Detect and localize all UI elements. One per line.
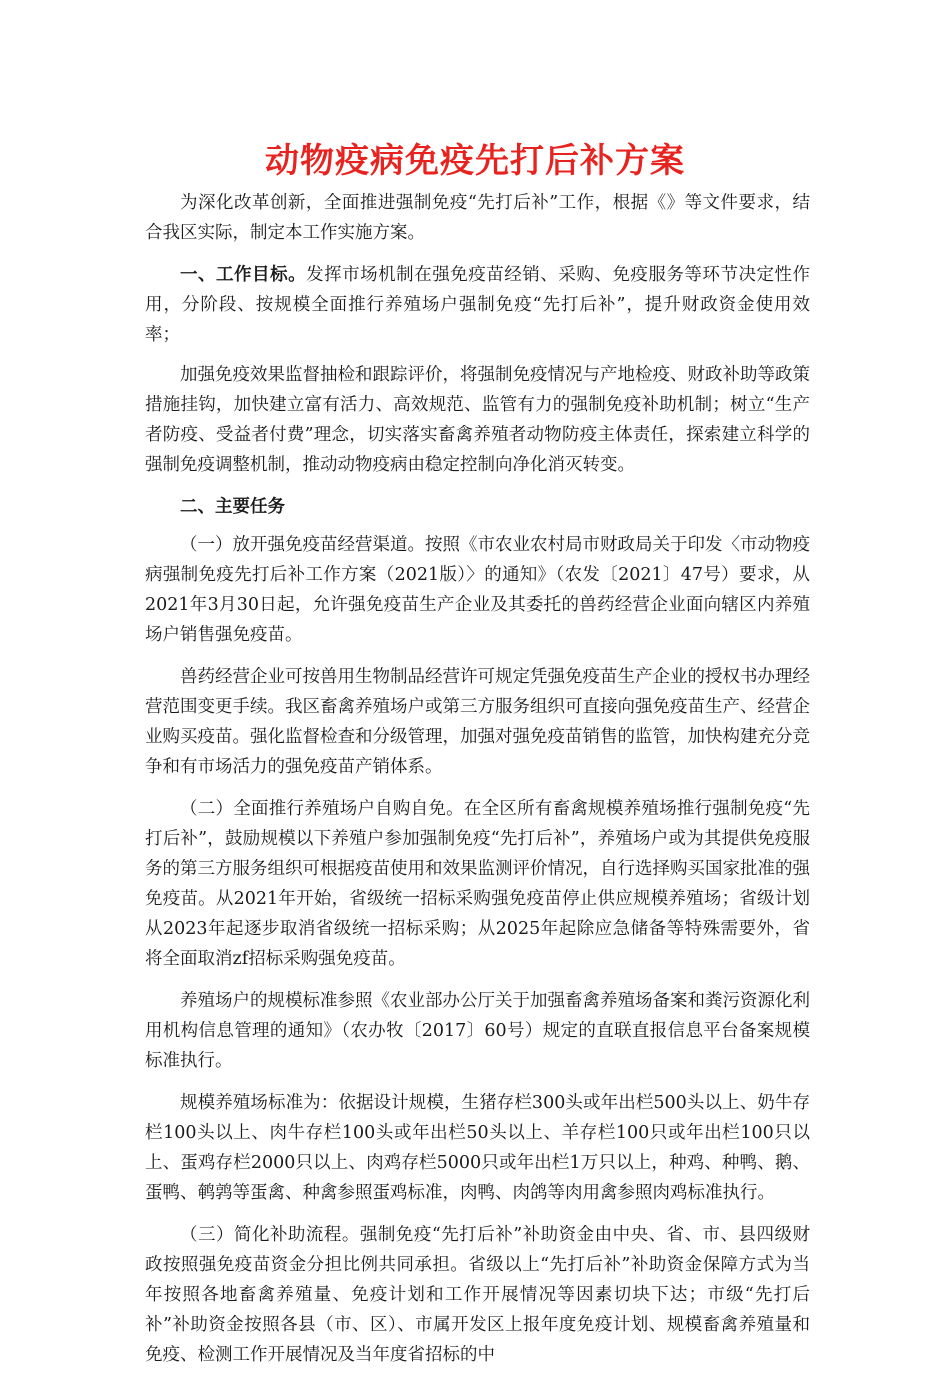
section1-heading: 一、工作目标。 — [180, 265, 307, 285]
task-paragraph-1: （一）放开强免疫苗经营渠道。按照《市农业农村局市财政局关于印发〈市动物疫病强制免疫先打后补工作方案（2021版）〉的通知》（农发〔2021〕47号）要求，从2021年3月30日起，允许强免疫苗生产企业及其委托的兽药经营企业面向辖区内养殖场户销售强免疫苗。 — [145, 535, 810, 645]
task-paragraph-6: （三）简化补助流程。强制免疫“先打后补”补助资金由中央、省、市、县四级财政按照强免疫苗资金分担比例共同承担。省级以上“先打后补”补助资金保障方式为当年按照各地畜禽养殖量、免疫计划和工作开展情况等因素切块下达；市级“先打后补”补助资金按照各县（市、区）、市属开发区上报年度免疫计划、规模畜禽养殖量和免疫、检测工作开展情况及当年度省招标的中 — [145, 1225, 810, 1365]
task-paragraph-2: 兽药经营企业可按兽用生物制品经营许可规定凭强免疫苗生产企业的授权书办理经营范围变更手续。我区畜禽养殖场户或第三方服务组织可直接向强免疫苗生产、经营企业购买疫苗。强化监督检查和分级管理，加强对强免疫苗销售的监管，加快构建充分竞争和有市场活力的强免疫苗产销体系。 — [145, 667, 810, 777]
document-body — [145, 188, 810, 1382]
section2-heading: 二、主要任务 — [180, 497, 285, 517]
intro-paragraph: 为深化改革创新，全面推进强制免疫“先打后补”工作，根据《》等文件要求，结合我区实际，制定本工作实施方案。 — [145, 193, 810, 243]
section1-paragraph-2: 加强免疫效果监督抽检和跟踪评价，将强制免疫情况与产地检疫、财政补助等政策措施挂钩，加快建立富有活力、高效规范、监管有力的强制免疫补助机制；树立“生产者防疫、受益者付费”理念，切实落实畜禽养殖者动物防疫主体责任，探索建立科学的强制免疫调整机制，推动动物疫病由稳定控制向净化消灭转变。 — [145, 365, 810, 475]
task-paragraph-5: 规模养殖场标准为：依据设计规模，生猪存栏300头或年出栏500头以上、奶牛存栏100头以上、肉牛存栏100头或年出栏50头以上、羊存栏100只或年出栏100只以上、蛋鸡存栏2000只以上、肉鸡存栏5000只或年出栏1万只以上，种鸡、种鸭、鹅、蛋鸭、鹌鹑等蛋禽、种禽参照蛋鸡标准，肉鸭、肉鸽等肉用禽参照肉鸡标准执行。 — [145, 1093, 810, 1203]
section1-paragraph — [145, 260, 810, 350]
document-title: 动物疫病免疫先打后补方案 — [265, 141, 685, 181]
task-paragraph-4: 养殖场户的规模标准参照《农业部办公厅关于加强畜禽养殖场备案和粪污资源化利用机构信息管理的通知》（农办牧〔2017〕60号）规定的直联直报信息平台备案规模标准执行。 — [145, 991, 810, 1071]
section1-text: 发挥市场机制在强免疫苗经销、采购、免疫服务等环节决定性作用，分阶段、按规模全面推行养殖场户强制免疫“先打后补”，提升财政资金使用效率； — [145, 265, 811, 345]
task-paragraph-3: （二）全面推行养殖场户自购自免。在全区所有畜禽规模养殖场推行强制免疫“先打后补”，鼓励规模以下养殖户参加强制免疫“先打后补”，养殖场户或为其提供免疫服务的第三方服务组织可根据疫苗使用和效果监测评价情况，自行选择购买国家批准的强免疫苗。从2021年开始，省级统一招标采购强免疫苗停止供应规模养殖场；省级计划从2023年起逐步取消省级统一招标采购；从2025年起除应急储备等特殊需要外，省将全面取消zf招标采购强免疫苗。 — [145, 799, 810, 969]
